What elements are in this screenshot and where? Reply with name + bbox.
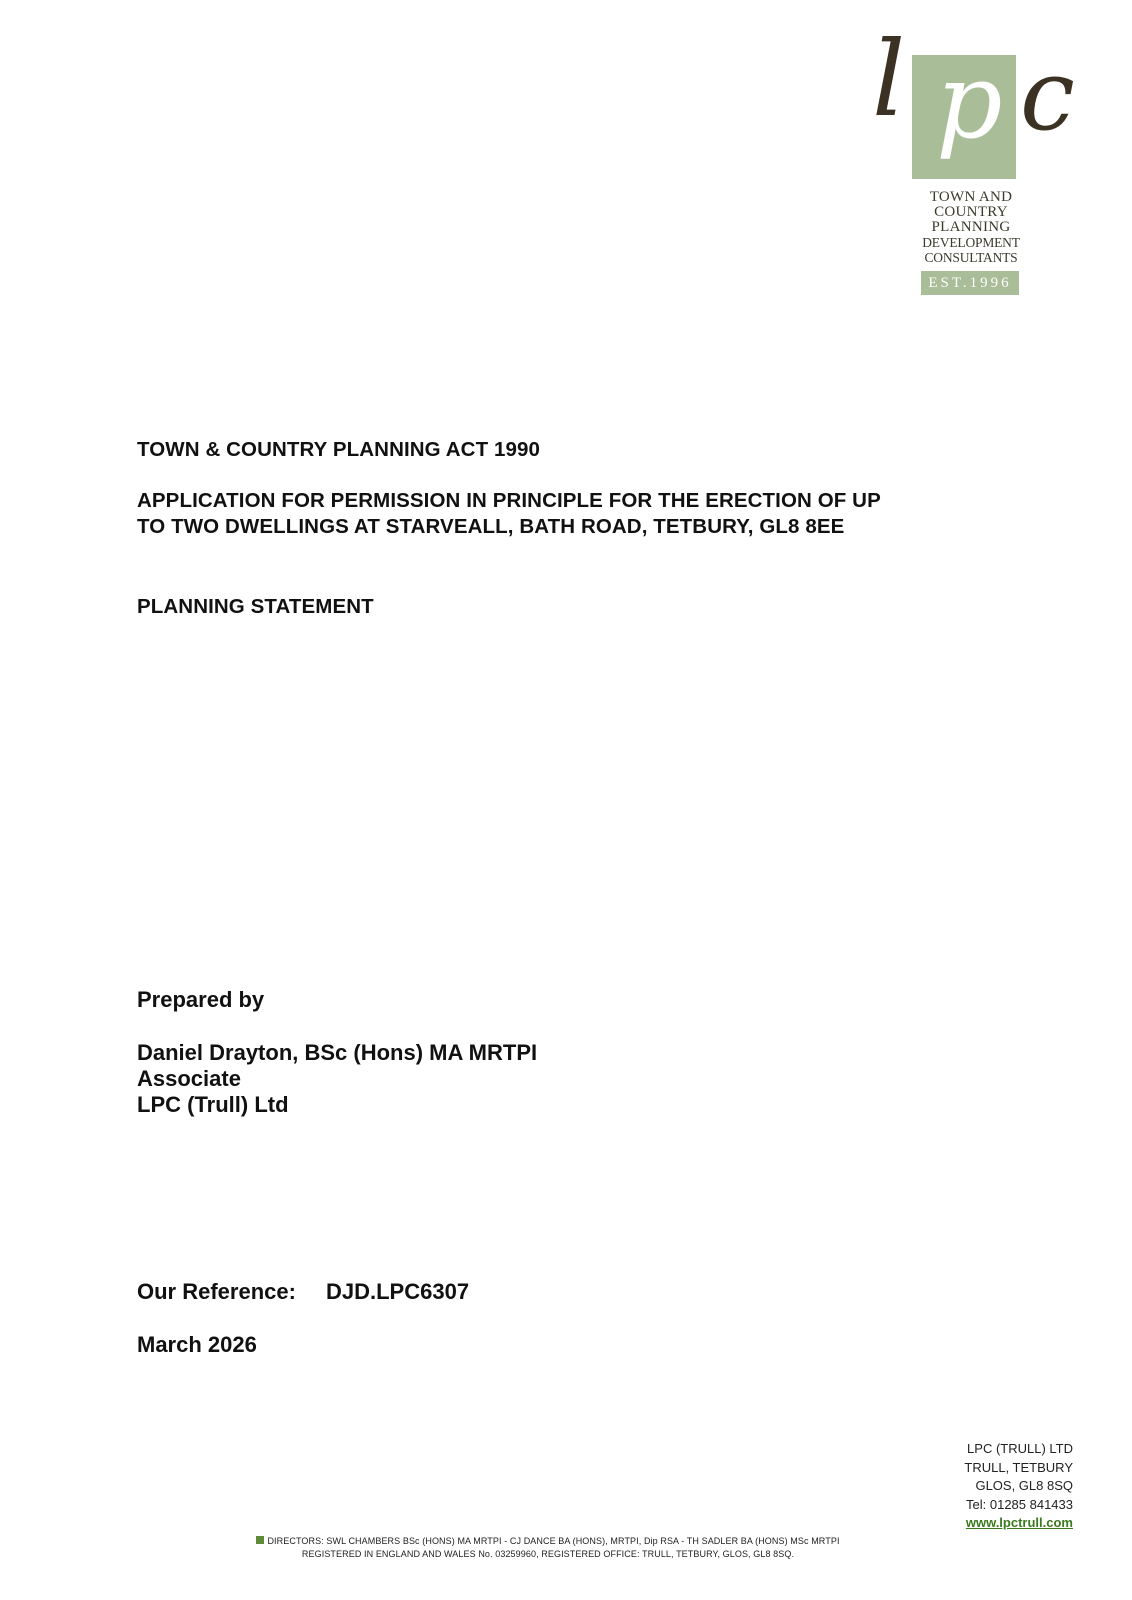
application-title-line: TO TWO DWELLINGS AT STARVEALL, BATH ROAD, TETBURY, GL8 8EE [137,515,845,538]
reference-label: Our Reference: [137,1279,296,1304]
document-date: March 2026 [137,1332,257,1357]
address-line: GLOS, GL8 8SQ [975,1478,1073,1493]
logo-letter-p: p [936,40,1003,162]
logo-line: COUNTRY [934,204,1008,220]
directors-line: DIRECTORS: SWL CHAMBERS BSc (HONS) MA MRTPI - CJ DANCE BA (HONS), MRTPI, Dip RSA - TH SADLER BA (HONS) MSc MRTPI [267,1536,840,1546]
logo-letter-c: c [1020,39,1075,153]
registered-line: REGISTERED IN ENGLAND AND WALES No. 03259960, REGISTERED OFFICE: TRULL, TETBURY, GLOS, GL8 8SQ. [301,1549,795,1559]
document-title: PLANNING STATEMENT [137,595,374,618]
address-line: LPC (TRULL) LTD [967,1441,1073,1456]
application-title [137,488,881,540]
logo-line: DEVELOPMENT [922,235,1020,250]
logo-letter-l: l [872,18,906,140]
company-address [964,1440,1073,1533]
address-line: TRULL, TETBURY [964,1459,1073,1475]
author-role: Associate [137,1066,241,1091]
footer-legal [248,1535,848,1561]
act-title: TOWN & COUNTRY PLANNING ACT 1990 [137,438,540,461]
company-logo [866,18,1088,297]
author-name: Daniel Drayton, BSc (Hons) MA MRTPI [137,1040,538,1065]
logo-established: EST.1996 [921,271,1019,295]
author-company: LPC (Trull) Ltd [137,1092,289,1117]
website-link[interactable]: www.lpctrull.com [965,1515,1073,1530]
author-block [137,1040,537,1118]
bullet-square-icon [256,1536,264,1544]
reference-value: DJD.LPC6307 [326,1279,470,1304]
logo-tagline [912,190,1030,265]
application-title-line: APPLICATION FOR PERMISSION IN PRINCIPLE FOR THE ERECTION OF UP [137,489,881,512]
logo-line: TOWN AND [929,189,1013,205]
prepared-by-label: Prepared by [137,987,265,1012]
telephone: Tel: 01285 841433 [966,1496,1073,1512]
logo-line: CONSULTANTS [924,250,1018,265]
logo-line: PLANNING [931,219,1011,235]
